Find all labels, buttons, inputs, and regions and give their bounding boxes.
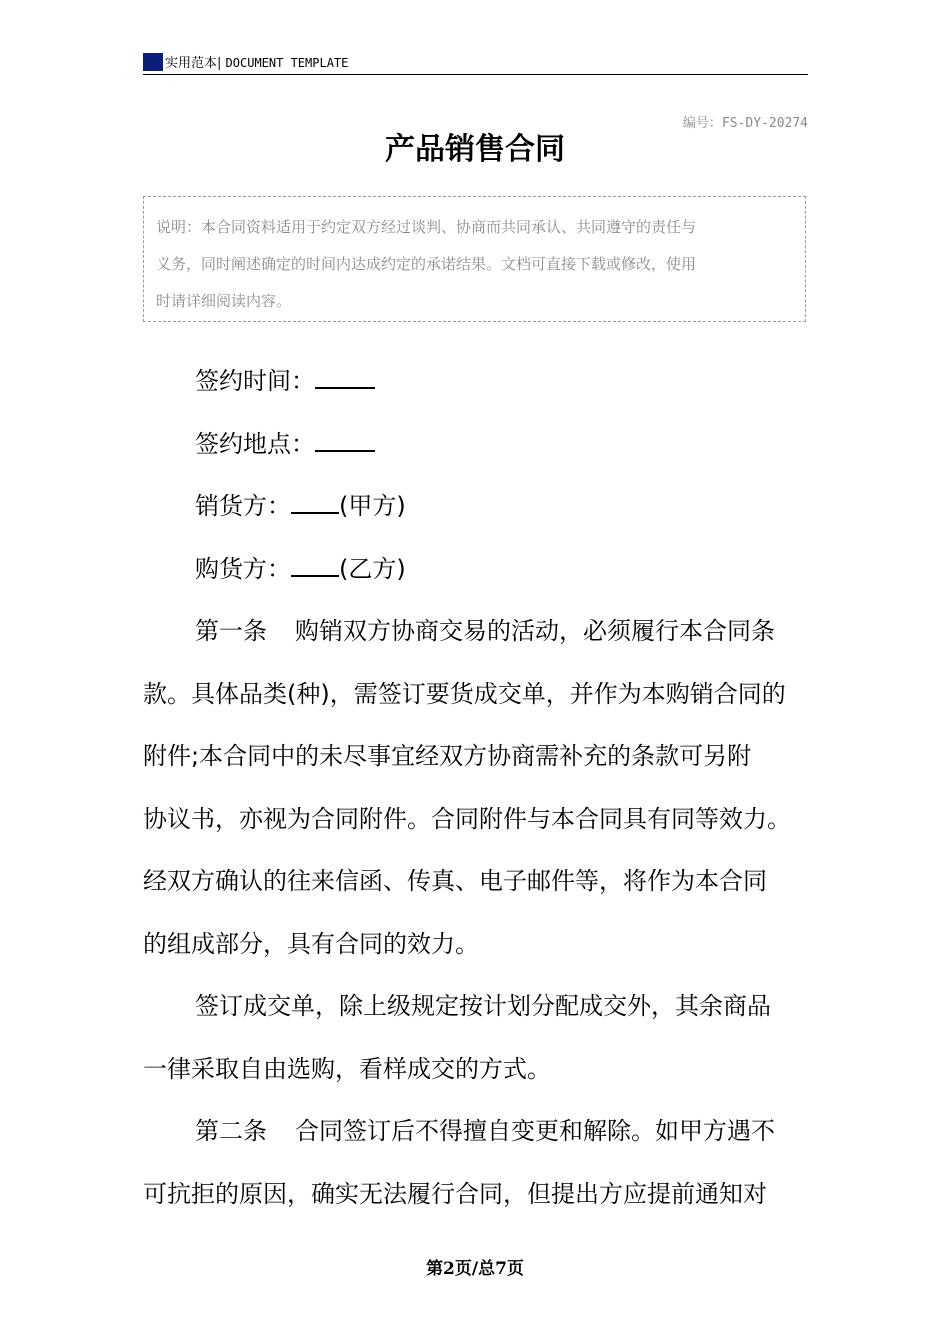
seller-suffix: (甲方) [339, 492, 406, 520]
sign-time-blank [315, 357, 375, 389]
description-line: 说明：本合同资料适用于约定双方经过谈判、协商而共同承认、共同遵守的责任与 [156, 218, 697, 236]
description-line: 时请详细阅读内容。 [156, 292, 292, 310]
seller-row [143, 475, 808, 538]
description-box [143, 196, 806, 322]
header-text [165, 55, 348, 72]
sign-place-blank [315, 420, 375, 452]
page-number: 第2页/总7页 [426, 1259, 524, 1279]
brand-cn: 实用范本 [165, 56, 218, 71]
header-separator: | [217, 56, 222, 71]
article1-line: 经双方确认的往来信函、传真、电子邮件等，将作为本合同 [143, 867, 767, 895]
buyer-blank [291, 545, 339, 577]
document-header [143, 50, 808, 75]
seller-blank [291, 482, 339, 514]
contract-body [143, 350, 808, 1225]
page-title: 产品销售合同 [385, 132, 565, 167]
article2-line: 可抗拒的原因，确实无法履行合同，但提出方应提前通知对 [143, 1179, 767, 1208]
article2-text: 合同签订后不得擅自变更和解除。如甲方遇不 [295, 1117, 775, 1145]
sign-place-label: 签约地点： [195, 429, 315, 458]
sign-time-label: 签约时间： [195, 367, 315, 395]
sign-place-row [143, 413, 808, 476]
article1-line [143, 600, 808, 663]
document-number: 编号：FS-DY-20274 [682, 116, 808, 131]
buyer-suffix: (乙方) [339, 554, 406, 583]
article1-heading: 第一条 [195, 617, 267, 645]
article1-line: 附件;本合同中的未尽事宜经双方协商需补充的条款可另附 [143, 742, 752, 770]
article1-line: 的组成部分，具有合同的效力。 [143, 929, 479, 958]
para2-line: 一律采取自由选购，看样成交的方式。 [143, 1054, 551, 1083]
para2-line: 签订成交单，除上级规定按计划分配成交外，其余商品 [195, 992, 771, 1020]
buyer-label: 购货方： [195, 554, 291, 583]
brand-en: DOCUMENT TEMPLATE [225, 56, 349, 70]
description-line: 义务，同时阐述确定的时间内达成约定的承诺结果。文档可直接下载或修改，使用 [156, 255, 697, 273]
buyer-row [143, 538, 808, 601]
article2-heading: 第二条 [195, 1117, 267, 1145]
brand-square-icon [143, 53, 163, 71]
sign-time-row [143, 350, 808, 413]
article1-line: 款。具体品类(种)，需签订要货成交单，并作为本购销合同的 [143, 679, 786, 708]
article2-line [143, 1100, 808, 1163]
article1-line: 协议书，亦视为合同附件。合同附件与本合同具有同等效力。 [143, 804, 791, 833]
seller-label: 销货方： [195, 492, 291, 520]
article1-text: 购销双方协商交易的活动，必须履行本合同条 [295, 617, 775, 645]
